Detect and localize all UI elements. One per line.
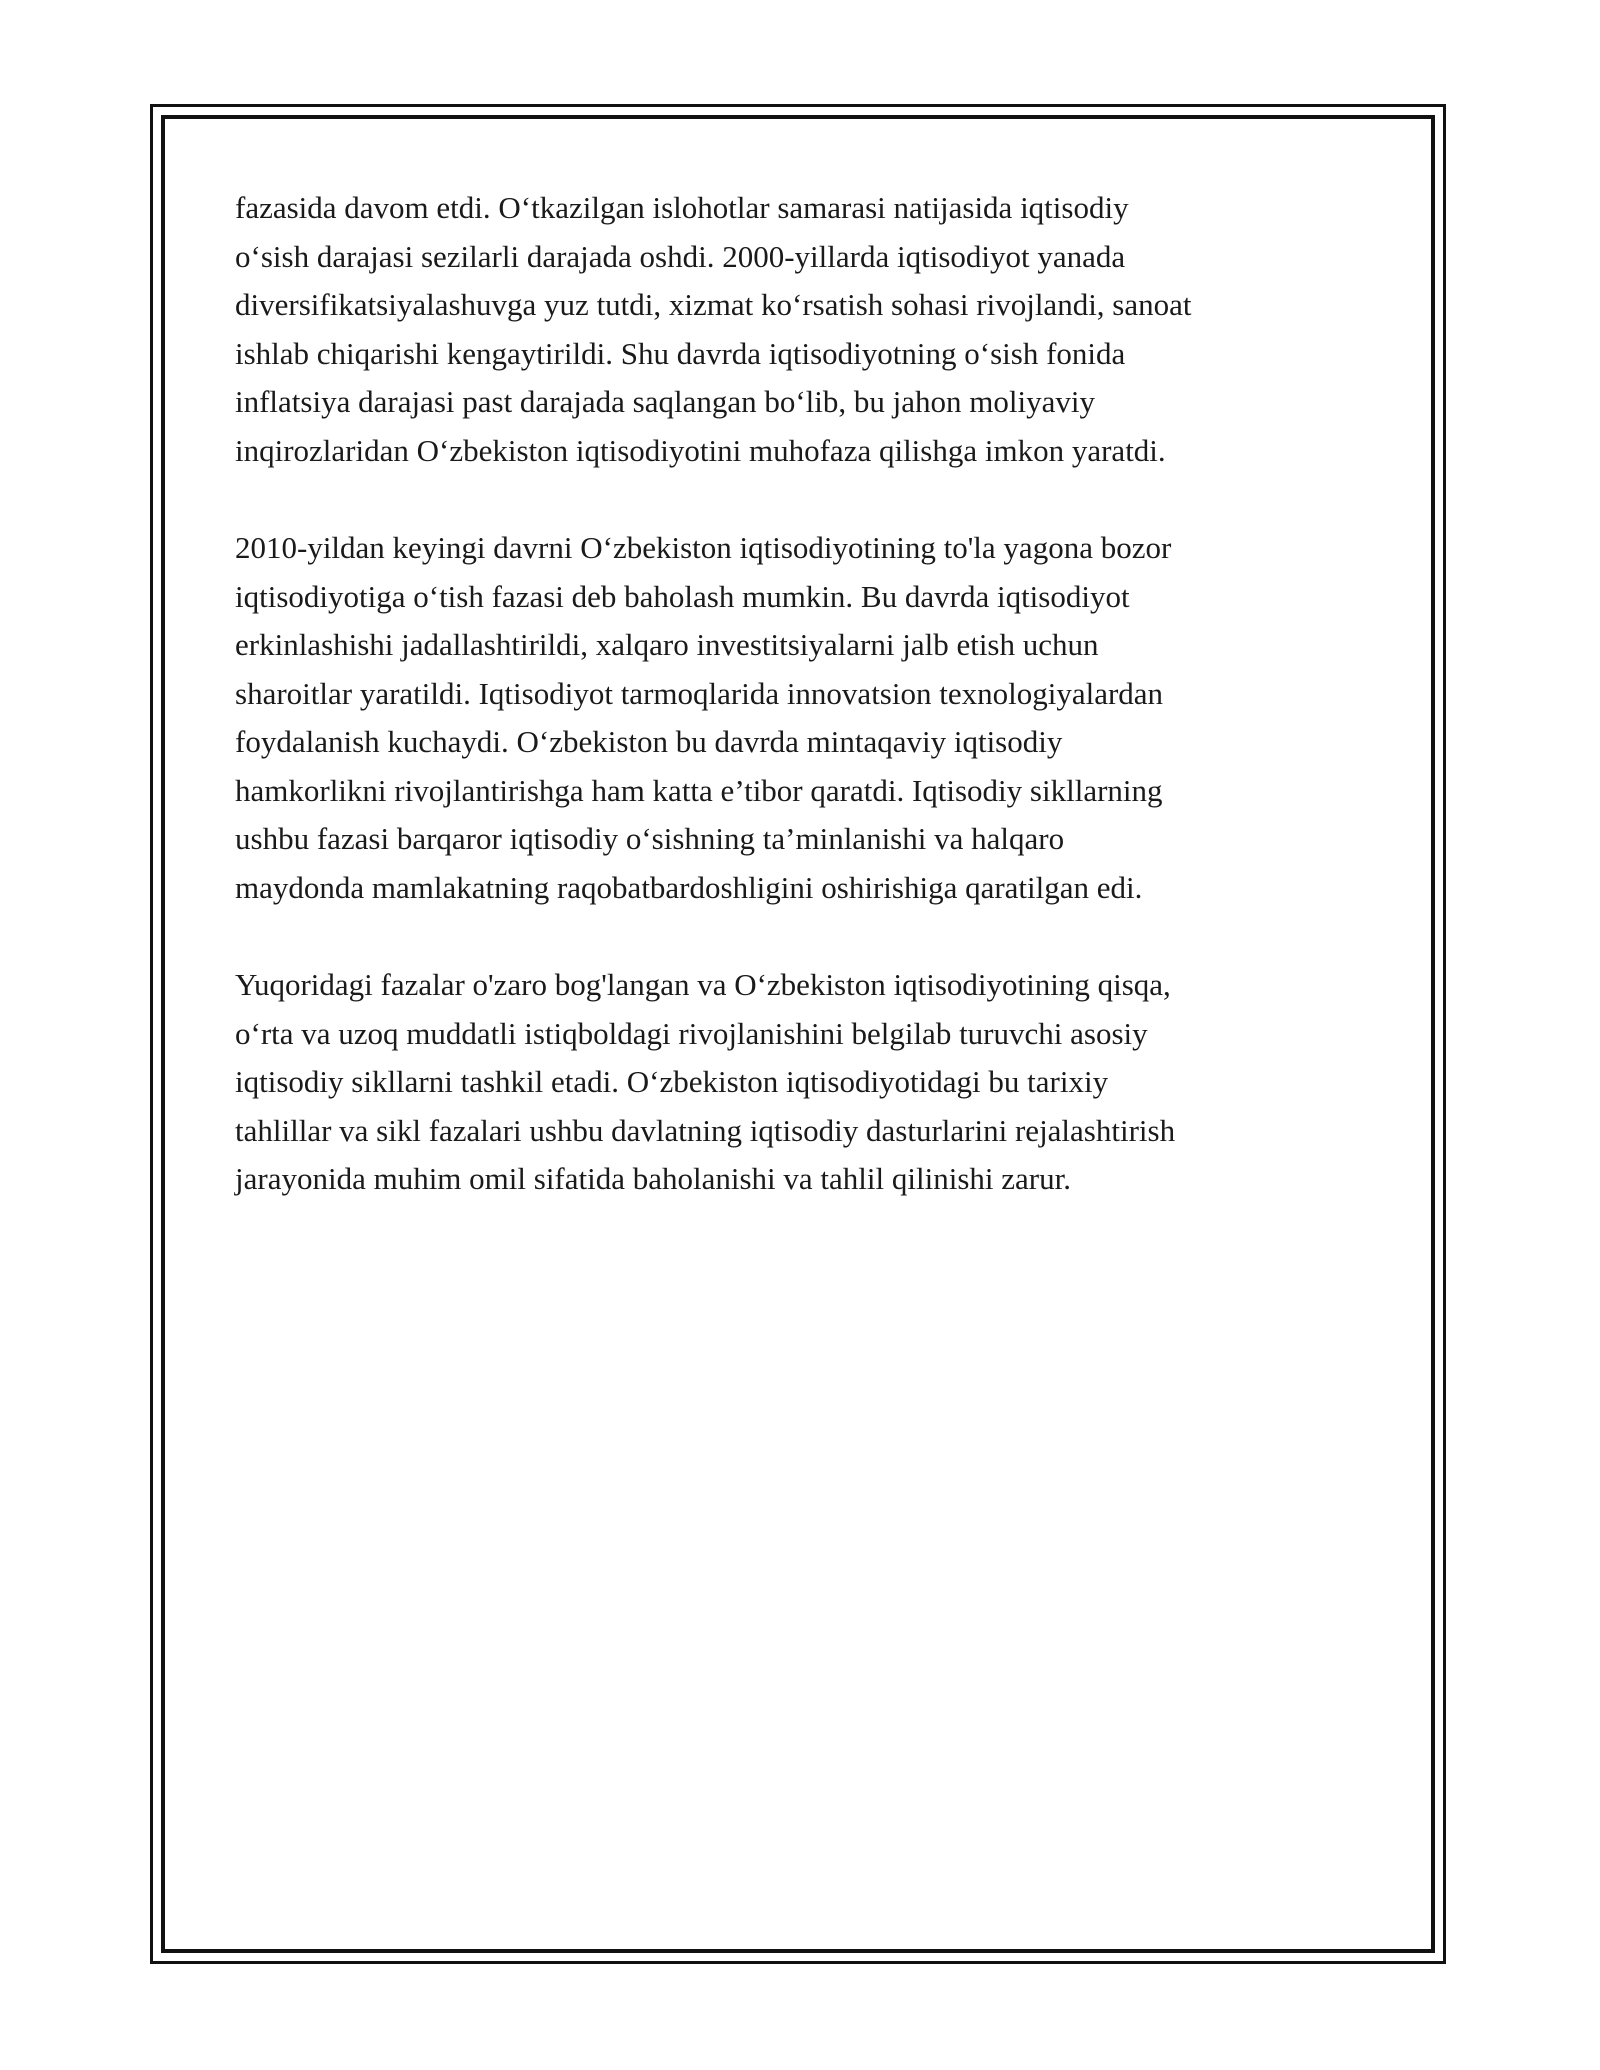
text-line: iqtisodiyotiga o‘tish fazasi deb baholash mumkin. Bu davrda iqtisodiyot	[235, 578, 1130, 614]
text-line: jarayonida muhim omil sifatida baholanishi va tahlil qilinishi zarur.	[235, 1161, 1071, 1196]
text-line: erkinlashishi jadallashtirildi, xalqaro investitsiyalarni jalb etish uchun	[235, 627, 1099, 662]
paragraph-2	[235, 524, 1385, 912]
text-line: Yuqoridagi fazalar o'zaro bog'langan va O‘zbekiston iqtisodiyotining qisqa,	[235, 967, 1171, 1002]
text-line: inflatsiya darajasi past darajada saqlangan bo‘lib, bu jahon moliyaviy	[235, 384, 1095, 419]
text-line: inqirozlaridan O‘zbekiston iqtisodiyotini muhofaza qilishga imkon yaratdi.	[235, 432, 1166, 468]
text-line: diversifikatsiyalashuvga yuz tutdi, xizmat ko‘rsatish sohasi rivojlandi, sanoat	[235, 287, 1192, 322]
text-line: tahlillar va sikl fazalari ushbu davlatning iqtisodiy dasturlarini rejalashtirish	[235, 1112, 1176, 1148]
text-line: iqtisodiy sikllarni tashkil etadi. O‘zbekiston iqtisodiyotidagi bu tarixiy	[235, 1064, 1109, 1099]
text-line: foydalanish kuchaydi. O‘zbekiston bu davrda mintaqaviy iqtisodiy	[235, 724, 1063, 759]
paragraph-1	[235, 184, 1385, 475]
text-line: ishlab chiqarishi kengaytirildi. Shu davrda iqtisodiyotning o‘sish fonida	[235, 335, 1126, 371]
text-line: 2010-yildan keyingi davrni O‘zbekiston iqtisodiyotining to'la yagona bozor	[235, 530, 1172, 565]
paragraph-3	[235, 961, 1385, 1204]
text-line: sharoitlar yaratildi. Iqtisodiyot tarmoqlarida innovatsion texnologiyalardan	[235, 675, 1164, 711]
text-line: maydonda mamlakatning raqobatbardoshligini oshirishiga qaratilgan edi.	[235, 869, 1143, 905]
document-body	[235, 184, 1385, 1204]
text-line: ushbu fazasi barqaror iqtisodiy o‘sishning ta’minlanishi va halqaro	[235, 821, 1065, 856]
text-line: o‘sish darajasi sezilarli darajada oshdi. 2000-yillarda iqtisodiyot yanada	[235, 238, 1126, 274]
text-line: fazasida davom etdi. O‘tkazilgan islohotlar samarasi natijasida iqtisodiy	[235, 190, 1129, 225]
text-line: hamkorlikni rivojlantirishga ham katta e’tibor qaratdi. Iqtisodiy sikllarning	[235, 772, 1163, 808]
text-line: o‘rta va uzoq muddatli istiqboldagi rivojlanishini belgilab turuvchi asosiy	[235, 1015, 1148, 1051]
